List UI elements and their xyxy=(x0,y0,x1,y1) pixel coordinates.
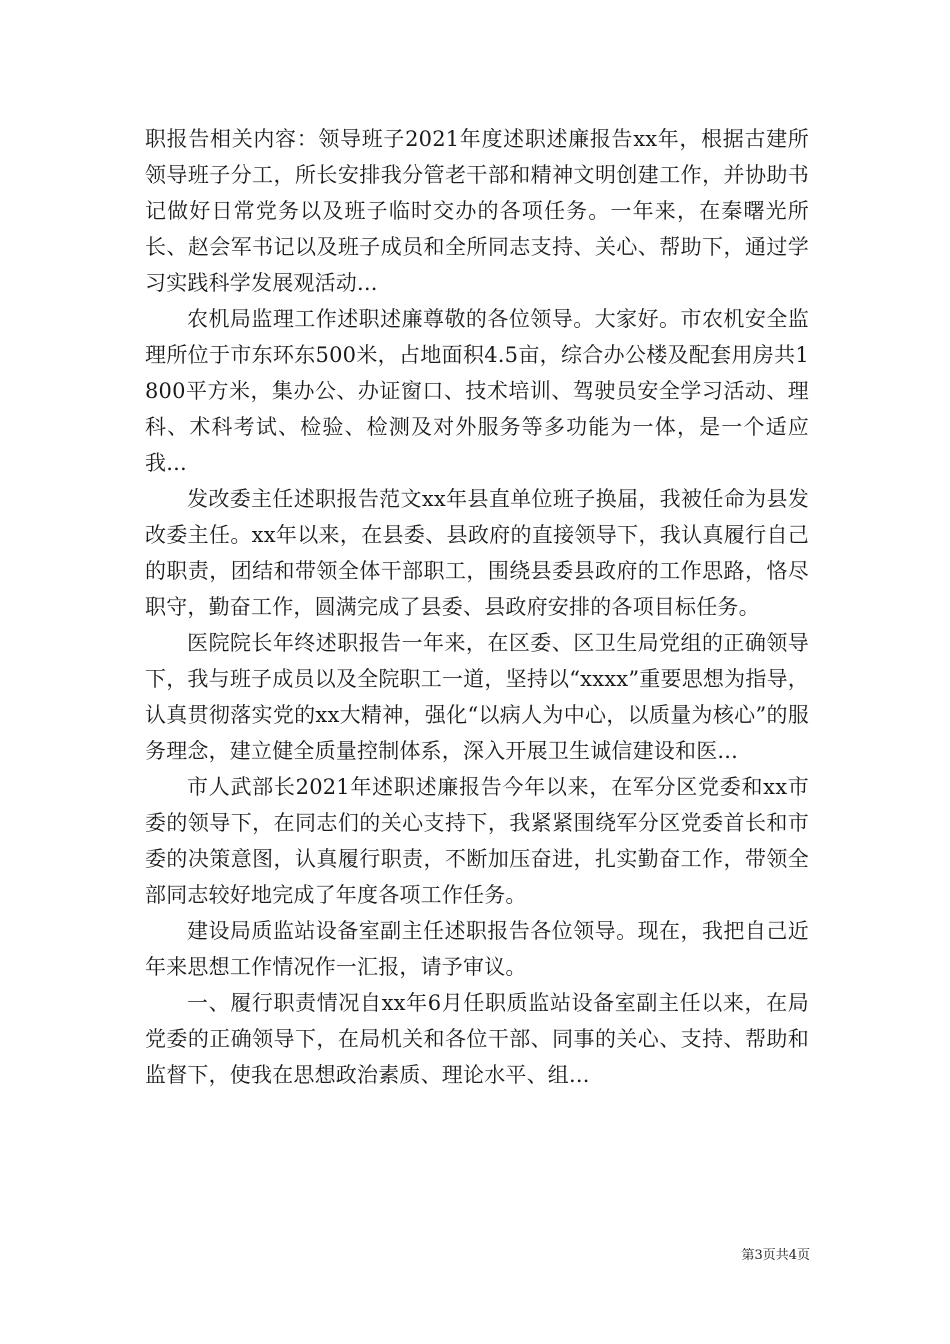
document-body xyxy=(145,121,809,1093)
paragraph-3: 发改委主任述职报告范文xx年县直单位班子换届，我被任命为县发改委主任。xx年以来，在县委、县政府的直接领导下，我认真履行自己的职责，团结和带领全体干部职工，围绕县委县政府的工作思路，恪尽职守，勤奋工作，圆满完成了县委、县政府安排的各项目标任务。 xyxy=(145,487,809,619)
paragraph-7: 一、履行职责情况自xx年6月任职质监站设备室副主任以来，在局党委的正确领导下，在局机关和各位干部、同事的关心、支持、帮助和监督下，使我在思想政治素质、理论水平、组... xyxy=(145,991,809,1087)
paragraph-4: 医院院长年终述职报告一年来，在区委、区卫生局党组的正确领导下，我与班子成员以及全院职工一道，坚持以“xxxx”重要思想为指导，认真贯彻落实党的xx大精神，强化“以病人为中心，以质量为核心”的服务理念，建立健全质量控制体系，深入开展卫生诚信建设和医... xyxy=(145,631,809,763)
paragraph-5: 市人武部长2021年述职述廉报告今年以来，在军分区党委和xx市委的领导下，在同志们的关心支持下，我紧紧围绕军分区党委首长和市委的决策意图，认真履行职责，不断加压奋进，扎实勤奋工作，带领全部同志较好地完成了年度各项工作任务。 xyxy=(145,775,809,907)
page-number: 第3页共4页 xyxy=(741,1248,810,1263)
paragraph-2: 农机局监理工作述职述廉尊敬的各位领导。大家好。市农机安全监理所位于市东环东500米，占地面积4.5亩，综合办公楼及配套用房共1800平方米，集办公、办证窗口、技术培训、驾驶员安全学习活动、理科、术科考试、检验、检测及对外服务等多功能为一体，是一个适应我... xyxy=(145,307,809,475)
paragraph-1: 职报告相关内容：领导班子2021年度述职述廉报告xx年，根据古建所领导班子分工，所长安排我分管老干部和精神文明创建工作，并协助书记做好日常党务以及班子临时交办的各项任务。一年来，在秦曙光所长、赵会军书记以及班子成员和全所同志支持、关心、帮助下，通过学习实践科学发展观活动... xyxy=(145,127,809,295)
paragraph-6: 建设局质监站设备室副主任述职报告各位领导。现在，我把自己近年来思想工作情况作一汇报，请予审议。 xyxy=(145,919,809,979)
